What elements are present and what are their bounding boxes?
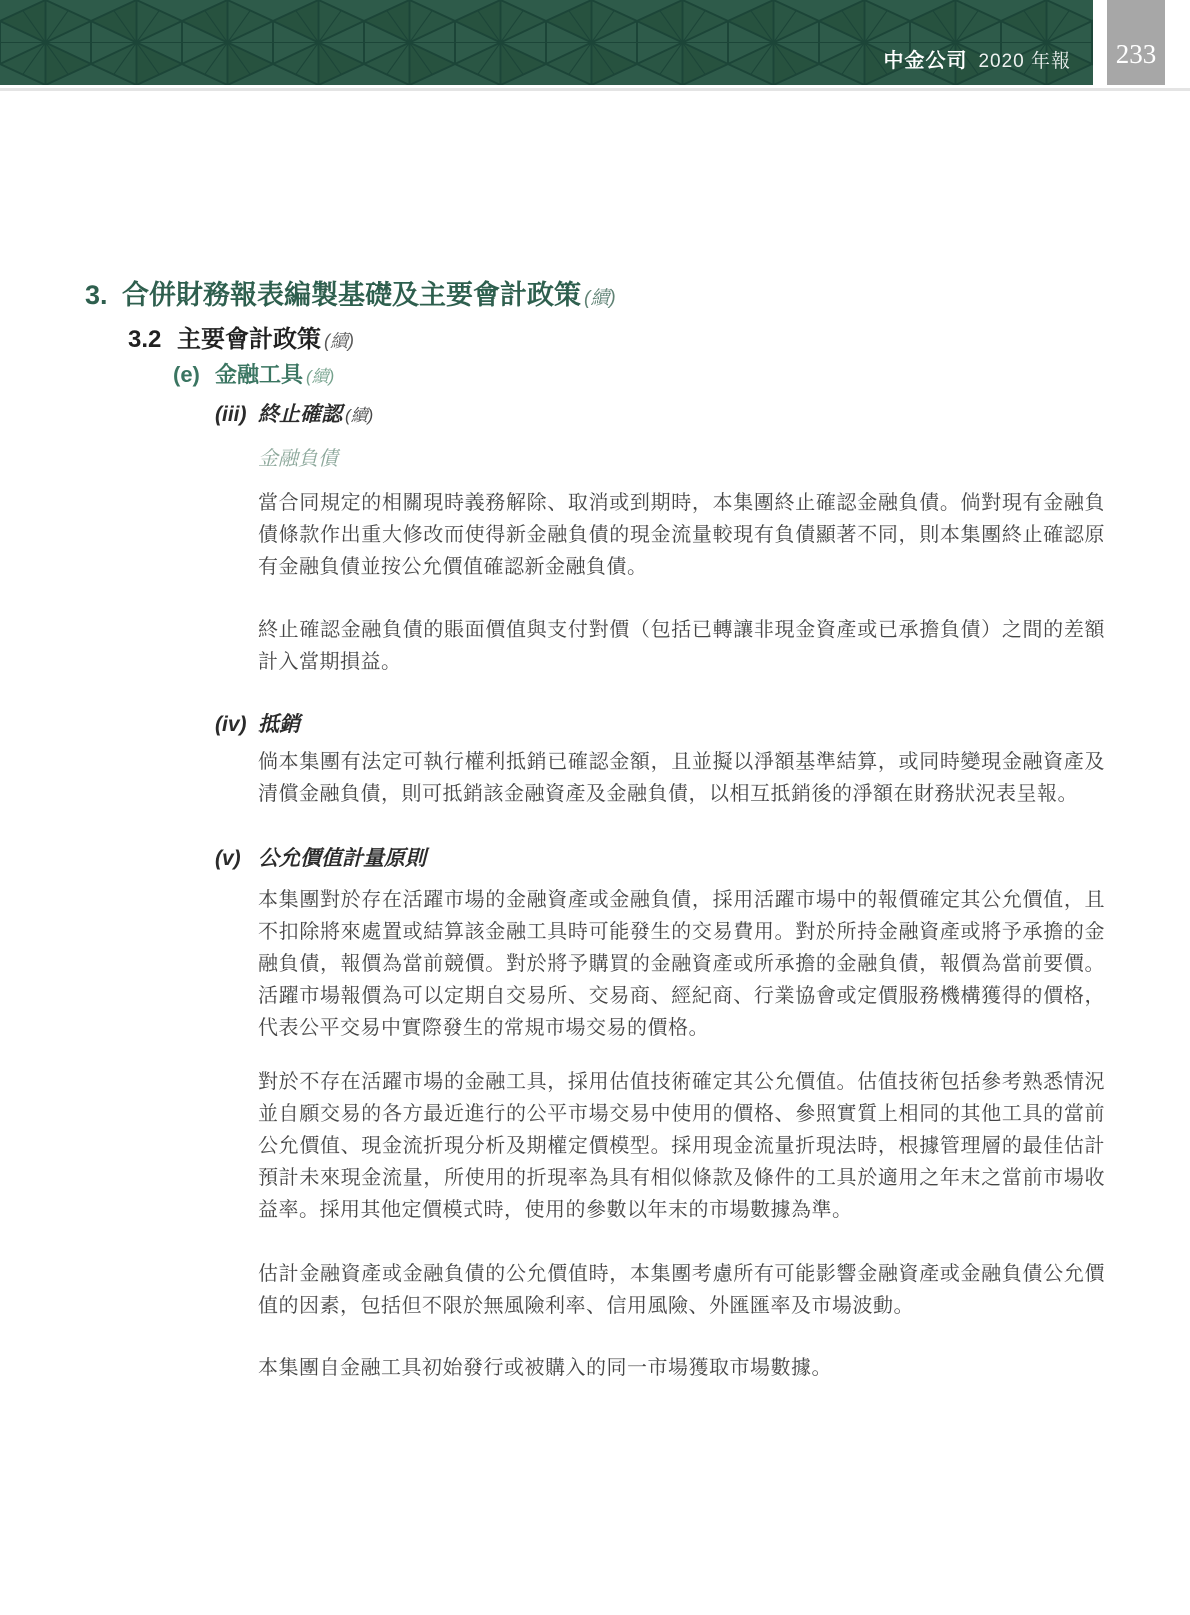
section-heading-level1 (85, 273, 616, 312)
paragraph-offsetting: 倘本集團有法定可執行權利抵銷已確認金額，且並擬以淨額基準結算，或同時變現金融資產及清償金融負債，則可抵銷該金融資產及金融負債，以相互抵銷後的淨額在財務狀況表呈報。 (258, 751, 1105, 805)
heading-title: 主要會計政策 (177, 326, 321, 353)
paragraph-fair-value-1: 本集團對於存在活躍市場的金融資產或金融負債，採用活躍市場中的報價確定其公允價值，且不扣除將來處置或結算該金融工具時可能發生的交易費用。對於所持金融資產或將予承擔的金融負債，報價為當前競價。對於將予購買的金融資產或所承擔的金融負債，報價為當前要價。活躍市場報價為可以定期自交易所、交易商、經紀商、行業協會或定價服務機構獲得的價格，代表公平交易中實際發生的常規市場交易的價格。 (258, 889, 1105, 1039)
heading-number: (e) (173, 362, 200, 387)
heading-continued-label: (續) (345, 406, 374, 425)
heading-title: 合併財務報表編製基礎及主要會計政策 (122, 280, 581, 310)
paragraph-derecognition-2: 終止確認金融負債的賬面價值與支付對價（包括已轉讓非現金資產或已承擔負債）之間的差額計入當期損益。 (258, 619, 1105, 673)
section-heading-level4-v (215, 842, 426, 872)
heading-number: (iv) (215, 713, 247, 736)
heading-title: 終止確認 (258, 403, 342, 426)
heading-number: (v) (215, 847, 241, 870)
header-edition: 2020 年報 (978, 51, 1071, 72)
heading-continued-label: (續) (324, 331, 354, 351)
paragraph-derecognition-1: 當合同規定的相關現時義務解除、取消或到期時，本集團終止確認金融負債。倘對現有金融負債條款作出重大修改而使得新金融負債的現金流量較現有負債顯著不同，則本集團終止確認原有金融負債並按公允價值確認新金融負債。 (258, 492, 1105, 578)
heading-title: 抵銷 (258, 713, 300, 736)
header-band (0, 0, 1093, 85)
heading-title: 金融工具 (215, 362, 304, 387)
heading-number: 3. (85, 280, 108, 310)
page-number: 233 (1115, 39, 1157, 69)
header-brand: 中金公司 (883, 50, 968, 72)
page-number-box (1107, 0, 1165, 85)
header-title (883, 0, 1071, 85)
section-heading-level3-e (173, 358, 334, 389)
heading-number: (iii) (215, 403, 247, 426)
subsection-label-financial-liabilities: 金融負債 (258, 448, 338, 470)
paragraph-fair-value-4: 本集團自金融工具初始發行或被購入的同一市場獲取市場數據。 (258, 1357, 832, 1379)
heading-continued-label: (續) (306, 367, 335, 386)
section-heading-level4-iv (215, 708, 300, 738)
heading-continued-label: (續) (584, 288, 616, 309)
paragraph-fair-value-2: 對於不存在活躍市場的金融工具，採用估值技術確定其公允價值。估值技術包括參考熟悉情況並自願交易的各方最近進行的公平市場交易中使用的價格、參照實質上相同的其他工具的當前公允價值、現金流折現分析及期權定價模型。採用現金流量折現法時，根據管理層的最佳估計預計未來現金流量，所使用的折現率為具有相似條款及條件的工具於適用之年末之當前市場收益率。採用其他定價模式時，使用的參數以年末的市場數據為準。 (258, 1071, 1105, 1221)
section-heading-level2 (128, 319, 354, 354)
section-heading-level4-iii (215, 398, 373, 428)
heading-title: 公允價值計量原則 (258, 847, 426, 870)
paragraph-fair-value-3: 估計金融資產或金融負債的公允價值時，本集團考慮所有可能影響金融資產或金融負債公允價值的因素，包括但不限於無風險利率、信用風險、外匯匯率及市場波動。 (258, 1263, 1105, 1317)
heading-number: 3.2 (128, 326, 162, 353)
header-divider (0, 88, 1190, 91)
